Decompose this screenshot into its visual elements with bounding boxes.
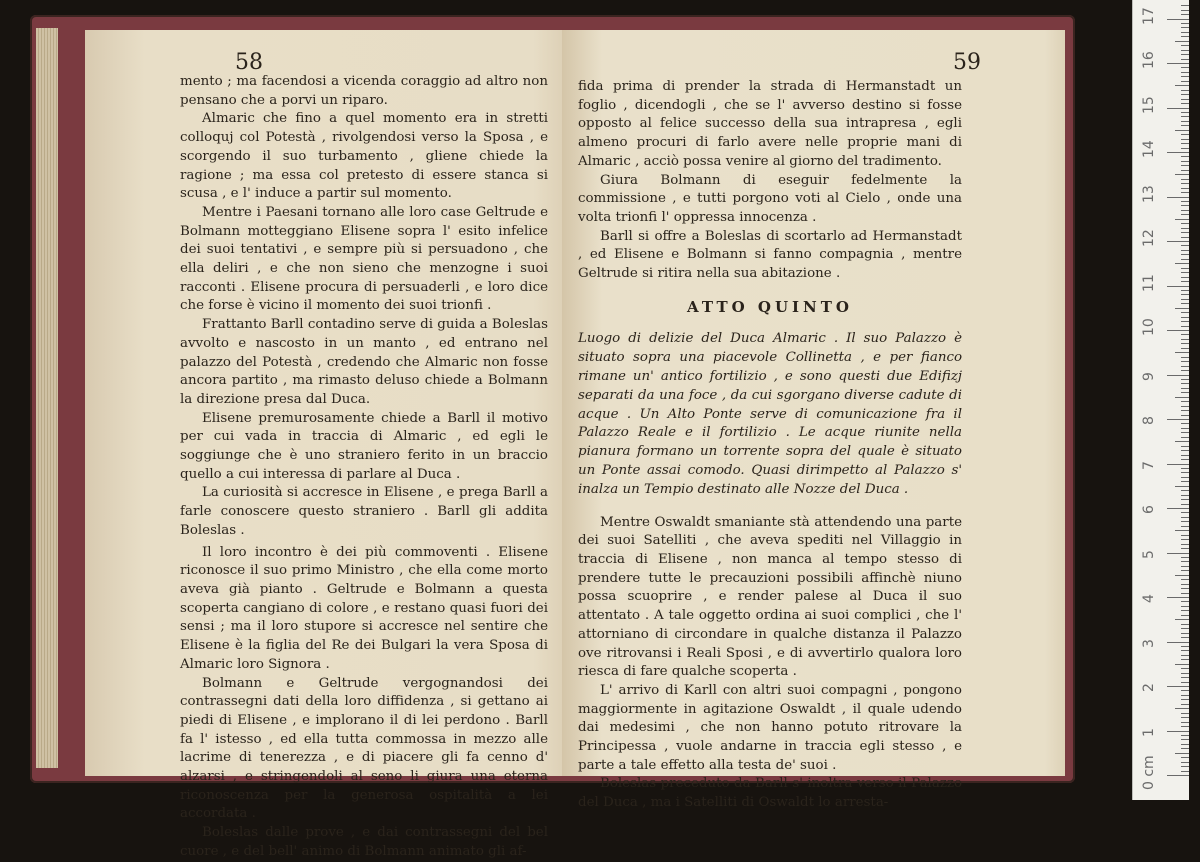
ruler-tick: [1167, 152, 1189, 153]
ruler-tick: [1175, 174, 1189, 175]
ruler-tick: [1181, 713, 1189, 714]
ruler-tick: [1181, 121, 1189, 122]
ruler-tick: [1181, 299, 1189, 300]
ruler-tick: [1181, 312, 1189, 313]
ruler-tick: [1167, 419, 1189, 420]
ruler-tick: [1181, 81, 1189, 82]
paragraph: Barll si offre a Boleslas di scortarlo ad Hermanstadt , ed Elisene e Bolmann si fanno compagnia , mentre Geltrude si ritira nella sua abitazione .: [578, 228, 962, 282]
ruler-tick: [1175, 575, 1189, 576]
ruler-tick: [1181, 237, 1189, 238]
ruler-tick: [1181, 179, 1189, 180]
right-page: [562, 30, 1065, 811]
ruler-tick: [1181, 628, 1189, 629]
ruler-tick: [1181, 103, 1189, 104]
left-page-text: [180, 73, 548, 862]
ruler-label: 16: [1141, 51, 1157, 69]
ruler-tick: [1181, 67, 1189, 68]
ruler-tick: [1181, 94, 1189, 95]
ruler-tick: [1181, 192, 1189, 193]
ruler-tick: [1181, 259, 1189, 260]
paragraph: fida prima di prender la strada di Hermanstadt un foglio , dicendogli , che se l' avverso destino si fosse opposto al felice successo della sua intrapresa , egli almeno procuri di farlo avere nelle proprie mani di Almaric , acciò possa venire al giorno del tradimento.: [578, 79, 962, 169]
right-page-number: 59: [953, 50, 981, 75]
ruler-tick: [1181, 357, 1189, 358]
ruler-label: 4: [1141, 594, 1157, 603]
ruler-tick: [1181, 432, 1189, 433]
ruler-tick: [1181, 695, 1189, 696]
ruler-label: 7: [1141, 460, 1157, 470]
ruler-tick: [1167, 286, 1189, 287]
ruler-tick: [1181, 36, 1189, 37]
ruler-tick: [1181, 228, 1189, 229]
ruler-tick: [1181, 401, 1189, 402]
ruler-tick: [1167, 197, 1189, 198]
ruler-tick: [1181, 72, 1189, 73]
paragraph: Mentre i Paesani tornano alle loro case Geltrude e Bolmann motteggiano Elisene sopra l' esito infelice dei suoi tentativi , e sempre più si persuadono , che ella deliri , e che non sieno che menzogne i suoi racconti . Elisene procura di persuaderli , e loro dice che forse è vicino il momento dei suoi trionfi .: [180, 204, 548, 314]
ruler-tick: [1181, 468, 1189, 469]
ruler-tick: [1181, 437, 1189, 438]
ruler-tick: [1181, 321, 1189, 322]
ruler-tick: [1181, 334, 1189, 335]
ruler-tick: [1175, 130, 1189, 131]
ruler-tick: [1181, 593, 1189, 594]
ruler-tick: [1181, 472, 1189, 473]
ruler-tick: [1181, 633, 1189, 634]
ruler-tick: [1181, 771, 1189, 772]
ruler-tick: [1181, 165, 1189, 166]
ruler-tick: [1167, 375, 1189, 376]
ruler-tick: [1181, 343, 1189, 344]
ruler-tick: [1181, 183, 1189, 184]
ruler-tick: [1181, 5, 1189, 6]
ruler-tick: [1167, 775, 1189, 776]
ruler-tick: [1181, 601, 1189, 602]
ruler-tick: [1181, 290, 1189, 291]
ruler-tick: [1181, 517, 1189, 518]
ruler-tick: [1181, 281, 1189, 282]
ruler-tick: [1181, 584, 1189, 585]
ruler-tick: [1175, 263, 1189, 264]
ruler-tick: [1181, 423, 1189, 424]
ruler-label: 3: [1141, 638, 1157, 648]
ruler-tick: [1181, 112, 1189, 113]
ruler-tick: [1181, 116, 1189, 117]
ruler-tick: [1167, 686, 1189, 687]
ruler-tick: [1181, 201, 1189, 202]
ruler-tick: [1181, 624, 1189, 625]
ruler-tick: [1167, 597, 1189, 598]
ruler-tick: [1175, 753, 1189, 754]
ruler-label: 1: [1141, 727, 1157, 737]
ruler-tick: [1167, 19, 1189, 20]
ruler-label: 15: [1141, 95, 1157, 114]
ruler-tick: [1167, 731, 1189, 732]
ruler-tick: [1181, 392, 1189, 393]
stage-direction: Luogo di delizie del Duca Almaric . Il suo Palazzo è situato sopra una piacevole Collinetta , e per fianco rimane un' antico fortilizio , e sono questi due Edifizj separati da una foce , da cui sgorgano diverse cadute di acque . Un Alto Ponte serve di comunicazione fra il Palazzo Reale e il fortilizio . Le acque riunite nella pianura formano un torrente sopra del quale è situato un Ponte assai comodo. Quasi dirimpetto al Palazzo s' inalza un Tempio destinato alle Nozze del Duca .: [578, 331, 962, 497]
ruler-tick: [1181, 735, 1189, 736]
ruler-label: 13: [1141, 184, 1157, 203]
ruler-tick: [1181, 699, 1189, 700]
ruler-tick: [1175, 397, 1189, 398]
ruler-tick: [1181, 125, 1189, 126]
ruler-tick: [1181, 677, 1189, 678]
ruler-label: 12: [1141, 229, 1157, 247]
ruler-label: 17: [1141, 6, 1157, 25]
ruler-tick: [1181, 268, 1189, 269]
ruler-tick: [1181, 744, 1189, 745]
ruler-tick: [1181, 495, 1189, 496]
ruler-tick: [1181, 637, 1189, 638]
ruler-tick: [1181, 254, 1189, 255]
ruler-tick: [1175, 664, 1189, 665]
ruler-tick: [1181, 388, 1189, 389]
ruler-tick: [1181, 23, 1189, 24]
left-page: [85, 30, 583, 859]
paragraph: Boleslas preceduto da Barll s' inoltra verso il Palazzo del Duca , ma i Satelliti di Oswaldt lo arresta-: [578, 776, 962, 811]
ruler-tick: [1181, 521, 1189, 522]
ruler-tick: [1175, 486, 1189, 487]
ruler-tick: [1181, 673, 1189, 674]
paragraph: L' arrivo di Karll con altri suoi compagni , pongono maggiormente in agitazione Oswaldt , il quale udendo dai medesimi , che non hanno potuto ritrovare la Principessa , vuole andarne in traccia egli stesso , e parte a tale effetto alla testa de' suoi .: [578, 682, 962, 773]
ruler-tick: [1181, 45, 1189, 46]
ruler-tick: [1181, 366, 1189, 367]
ruler-tick: [1167, 241, 1189, 242]
ruler-label: 9: [1141, 371, 1157, 381]
ruler-tick: [1181, 134, 1189, 135]
ruler-tick: [1181, 383, 1189, 384]
ruler-tick: [1181, 361, 1189, 362]
ruler-tick: [1181, 250, 1189, 251]
ruler-tick: [1181, 490, 1189, 491]
ruler-tick: [1181, 156, 1189, 157]
ruler-tick: [1181, 762, 1189, 763]
ruler-tick: [1175, 530, 1189, 531]
ruler-tick: [1181, 214, 1189, 215]
ruler-label: 11: [1141, 273, 1157, 292]
ruler-label: 14: [1141, 140, 1157, 158]
ruler-tick: [1181, 139, 1189, 140]
ruler-tick: [1181, 76, 1189, 77]
ruler-tick: [1181, 148, 1189, 149]
ruler-tick: [1181, 557, 1189, 558]
ruler-tick: [1181, 90, 1189, 91]
ruler-tick: [1181, 566, 1189, 567]
ruler-tick: [1181, 99, 1189, 100]
ruler-tick: [1181, 526, 1189, 527]
ruler-tick: [1175, 352, 1189, 353]
paragraph: Il loro incontro è dei più commoventi . Elisene riconosce il suo primo Ministro , che ella come morto aveva già pianto . Geltrude e Bolmann a questa scoperta cangiano di colore , e restano quasi fuori dei sensi ; ma il loro stupore si accresce nel sentire che Elisene è la figlia del Re dei Bulgari la vera Sposa di Almaric loro Signora .: [180, 544, 548, 672]
ruler-tick: [1181, 512, 1189, 513]
ruler-label: 10: [1141, 318, 1157, 336]
ruler-tick: [1181, 481, 1189, 482]
ruler-tick: [1181, 450, 1189, 451]
ruler-tick: [1181, 717, 1189, 718]
ruler-tick: [1181, 655, 1189, 656]
ruler-tick: [1181, 27, 1189, 28]
ruler-tick: [1181, 668, 1189, 669]
ruler-tick: [1181, 739, 1189, 740]
ruler-tick: [1181, 277, 1189, 278]
ruler-label: 6: [1141, 505, 1157, 514]
ruler-tick: [1181, 205, 1189, 206]
ruler-tick: [1181, 303, 1189, 304]
ruler-tick: [1175, 41, 1189, 42]
ruler-tick: [1175, 708, 1189, 709]
ruler-tick: [1181, 766, 1189, 767]
ruler-tick: [1181, 272, 1189, 273]
ruler-tick: [1181, 348, 1189, 349]
ruler-tick: [1181, 54, 1189, 55]
ruler-unit-label: 0 cm: [1141, 755, 1157, 790]
ruler-label: 5: [1141, 549, 1157, 559]
ruler-tick: [1181, 477, 1189, 478]
ruler-tick: [1181, 232, 1189, 233]
ruler-tick: [1181, 446, 1189, 447]
ruler-tick: [1181, 339, 1189, 340]
ruler-tick: [1181, 561, 1189, 562]
ruler-tick: [1181, 59, 1189, 60]
ruler-tick: [1181, 428, 1189, 429]
ruler-tick: [1181, 294, 1189, 295]
ruler-tick: [1175, 85, 1189, 86]
ruler-tick: [1181, 650, 1189, 651]
ruler-tick: [1181, 14, 1189, 15]
ruler-tick: [1181, 690, 1189, 691]
ruler-tick: [1167, 108, 1189, 109]
measuring-ruler: [1132, 0, 1189, 800]
ruler-tick: [1167, 330, 1189, 331]
paragraph: Elisene premurosamente chiede a Barll il motivo per cui vada in traccia di Almaric , ed egli le soggiunge che è uno straniero ferito in un braccio quello a cui interessa di parlare al Duca .: [180, 410, 548, 482]
ruler-tick: [1167, 63, 1189, 64]
paragraph: Frattanto Barll contadino serve di guida a Boleslas avvolto e nascosto in un manto , ed entrano nel palazzo del Potestà , credendo che Almaric non fosse ancora partito , ma rimasto deluso chiede a Bolmann la direzione presa dal Duca.: [180, 317, 548, 407]
ruler-tick: [1181, 370, 1189, 371]
ruler-tick: [1181, 161, 1189, 162]
ruler-tick: [1175, 219, 1189, 220]
ruler-tick: [1181, 459, 1189, 460]
ruler-tick: [1181, 615, 1189, 616]
paragraph: Boleslas dalle prove , e dai contrassegni del bel cuore , e del bell' animo di Bolmann animato gli af-: [180, 825, 548, 859]
left-page-number: 58: [235, 50, 263, 75]
ruler-tick: [1181, 245, 1189, 246]
ruler-tick: [1181, 223, 1189, 224]
paragraph: Mentre Oswaldt smaniante stà attendendo una parte dei suoi Satelliti , che aveva spediti nel Villaggio in traccia di Elisene , non manca al tempo stesso di prendere tutte le precauzioni possibili affinchè niuno possa scuoprire , e render palese al Duca il suo attentato . A tale oggetto ordina ai suoi complici , che l' attorniano di circondare in qualche distanza il Palazzo ove ritrovansi i Reali Sposi , e di avvertirlo qualora loro riesca di fare qualche scoperta .: [578, 514, 962, 680]
ruler-tick: [1181, 210, 1189, 211]
ruler-tick: [1181, 646, 1189, 647]
ruler-tick: [1181, 326, 1189, 327]
ruler-tick: [1181, 748, 1189, 749]
ruler-tick: [1181, 170, 1189, 171]
ruler-tick: [1181, 379, 1189, 380]
ruler-tick: [1181, 606, 1189, 607]
ruler-tick: [1181, 610, 1189, 611]
ruler-tick: [1181, 535, 1189, 536]
ruler-label: 2: [1141, 683, 1157, 692]
right-page-text: [578, 78, 962, 813]
ruler-tick: [1181, 726, 1189, 727]
ruler-tick: [1175, 619, 1189, 620]
ruler-label: 8: [1141, 416, 1157, 425]
ruler-tick: [1181, 504, 1189, 505]
left-page-edges: [36, 28, 58, 768]
ruler-tick: [1181, 544, 1189, 545]
ruler-tick: [1167, 464, 1189, 465]
ruler-tick: [1181, 539, 1189, 540]
ruler-tick: [1181, 682, 1189, 683]
paragraph: La curiosità si accresce in Elisene , e prega Barll a farle conoscere questo straniero . Barll gli addita Boleslas .: [180, 485, 548, 538]
ruler-tick: [1181, 406, 1189, 407]
paragraph: Bolmann e Geltrude vergognandosi dei contrassegni dati della loro diffidenza , si gettano ai piedi di Elisene , e implorano il di lei perdono . Barll fa l' istesso , ed ella tutta commossa in mezzo alle lacrime di tenerezza , e di piacere gli fa cenno d' alzarsi , e stringendoli al seno li giura una eterna riconoscenza per la generosa ospitalità a lei accordata .: [180, 675, 548, 822]
paragraph: Almaric che fino a quel momento era in stretti colloquj col Potestà , rivolgendosi verso la Sposa , e scorgendo il suo turbamento , gliene chiede la ragione ; ma essa col pretesto di essere stanca si scusa , e l' induce a partir sul momento.: [180, 111, 548, 202]
ruler-tick: [1181, 722, 1189, 723]
ruler-tick: [1167, 553, 1189, 554]
ruler-tick: [1181, 570, 1189, 571]
ruler-tick: [1181, 188, 1189, 189]
ruler-tick: [1175, 308, 1189, 309]
ruler-tick: [1181, 499, 1189, 500]
ruler-tick: [1181, 757, 1189, 758]
ruler-tick: [1181, 415, 1189, 416]
ruler-tick: [1181, 32, 1189, 33]
ruler-tick: [1181, 579, 1189, 580]
ruler-tick: [1181, 50, 1189, 51]
ruler-tick: [1181, 143, 1189, 144]
act-title: ATTO QUINTO: [687, 297, 853, 316]
ruler-tick: [1167, 642, 1189, 643]
ruler-tick: [1181, 704, 1189, 705]
ruler-tick: [1167, 508, 1189, 509]
ruler-tick: [1181, 10, 1189, 11]
ruler-tick: [1181, 659, 1189, 660]
ruler-tick: [1181, 548, 1189, 549]
paragraph: mento ; ma facendosi a vicenda coraggio ad altro non pensano che a porvi un riparo.: [180, 74, 548, 108]
ruler-tick: [1175, 441, 1189, 442]
paragraph: Giura Bolmann di eseguir fedelmente la commissione , e tutti porgono voti al Cielo , onde una volta trionfi l' oppressa innocenza .: [578, 172, 962, 225]
ruler-tick: [1181, 410, 1189, 411]
ruler-tick: [1181, 317, 1189, 318]
ruler-tick: [1181, 455, 1189, 456]
ruler-tick: [1181, 588, 1189, 589]
